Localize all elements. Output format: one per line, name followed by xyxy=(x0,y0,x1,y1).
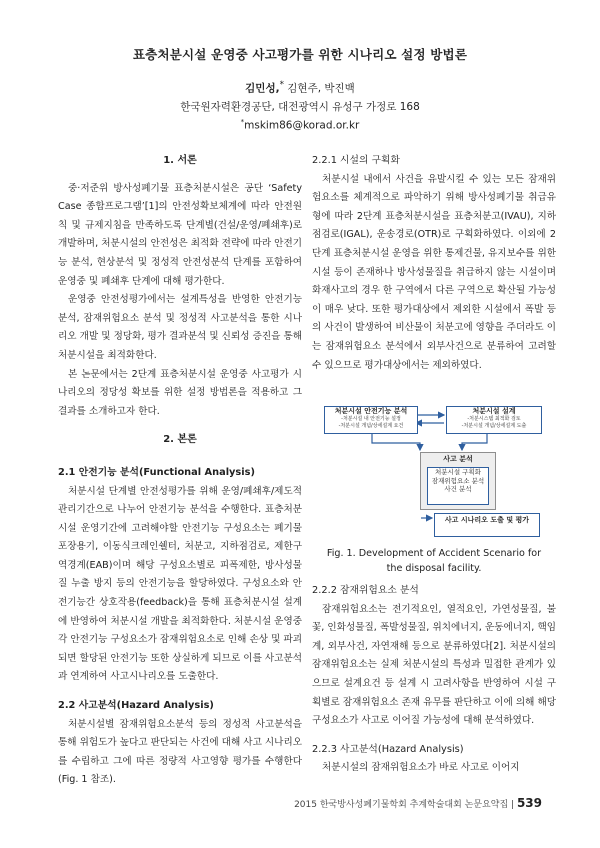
caption-line-2: the disposal facility. xyxy=(386,563,482,574)
box-accident-analysis xyxy=(420,452,496,510)
paper-title: 표층처분시설 운영중 사고평가를 위한 시나리오 설정 방법론 xyxy=(132,47,468,62)
section-2-heading: 2. 본론 xyxy=(163,434,197,446)
subsection-2-2-1-heading: 2.2.1 시설의 구획화 xyxy=(312,155,400,166)
subsection-2-2-2-paragraph: 잠재위험요소는 전기적요인, 열적요인, 가연성물질, 불꽃, 인화성물질, 폭발성물질, 위치에너지, 운동에너지, 핵임계, 외부사건, 자연재해 등으로 분류하였다[2]. 처분시설의 잠재위험요소는 실제 처분시설의 특성과 밀접한 관계가 있으므로 설계요건 등 설계 시 고려사항을 반영하여 시설 구획별로 잠재위험요소 존재 유무를 판단하고 이에 의해 해당 구성요소가 사고로 이어질 가능성에 대해 분석하였다. xyxy=(312,603,556,727)
subsection-2-2-3-paragraph: 처분시설의 잠재위험요소가 바로 사고로 이어지 xyxy=(322,762,520,774)
authors xyxy=(0,80,600,96)
right-column-bottom xyxy=(312,582,556,778)
subsection-2-2-2-heading: 2.2.2 잠재위험요소 분석 xyxy=(312,585,419,596)
main-author-mark: * xyxy=(279,80,284,90)
right-column-top xyxy=(312,152,556,375)
box-safety-function-analysis xyxy=(324,406,418,434)
box-scenario-evaluation-title: 사고 시나리오 도출 및 평가 xyxy=(444,516,530,524)
email-address: mskim86@korad.or.kr xyxy=(244,119,360,132)
box-facility-design xyxy=(446,406,542,434)
box-safety-function-line-1: -처분시설 내 안전기능 설정 xyxy=(341,416,401,422)
figure-1 xyxy=(322,398,544,540)
subsection-2-2-1-paragraph: 처분시설 내에서 사건을 유발시킬 수 있는 모든 잠재위험요소를 체계적으로 파악하기 위해 방사성폐기물 취급유형에 따라 2단계 표층처분시설을 표층처분고(IVAU), 지하점검로(IGAL), 운송경로(OTR)로 구획화하였다. 이외에 2단계 표층처분시설 운영을 위한 통제건물, 유지보수를 위한 시설 등이 존재하나 방사성물질을 취급하지 않는 시설이며 화재사고의 경우 한 구역에서 다른 구역으로 확산될 가능성이 매우 낮다. 또한 평가대상에서 제외한 시설에서 폭발 등의 사건이 발생하여 비산물이 처분고에 영향을 주더라도 이는 잠재위험요소 분석에서 외부사건으로 분류하여 고려할 수 있으므로 평가대상에서는 제외하였다. xyxy=(312,173,556,371)
section-1-paragraph-2: 운영중 안전성평가에서는 설계특성을 반영한 안전기능 분석, 잠재위험요소 분석 및 정성적 사고분석을 통한 시나리오 개발 및 정당화, 평가 결과분석 및 신뢰성 증진을 통해 처분시설을 최적화한다. xyxy=(58,294,302,361)
section-1-paragraph-3: 본 논문에서는 2단계 표층처분시설 운영중 사고평가 시나리오의 정당성 확보를 위한 설정 방법론을 적용하고 그 결과를 소개하고자 한다. xyxy=(58,368,302,417)
footer-separator: | xyxy=(511,800,515,810)
step-hazard-analysis: 잠재위험요소 분석 xyxy=(431,476,485,485)
main-author: 김민성, xyxy=(245,82,280,95)
page-footer xyxy=(294,796,542,810)
subsection-2-1-paragraph: 처분시설 단계별 안전성평가를 위해 운영/폐쇄후/제도적관리기간으로 나누어 안전기능 분석을 수행한다. 표층처분시설 운영기간에 고려해야할 안전기능 구성요소는 폐기물포장용기, 이동식크레인쉘터, 처분고, 지하점검로, 제한구역경계(EAB)이며 해당 구성요소별로 피폭제한, 방사성물질 누출 방지 등의 안전기능을 할당하였다. 구성요소와 안전기능간 상호작용(feedback)을 통해 표층처분시설 설계에 반영하여 처분시설 개발을 최적화한다. 처분시설 운영중 각 안전기능 구성요소가 잠재위험요소로 인해 손상 및 파괴되면 할당된 안전기능 또한 상실하게 되므로 이를 사고분석과 연계하여 사고시나리오를 도출한다. xyxy=(58,485,302,683)
page-number: 539 xyxy=(516,796,542,810)
email-mark: * xyxy=(240,118,245,126)
footer-text: 2015 한국방사성폐기물학회 추계학술대회 논문요약집 xyxy=(294,800,509,810)
caption-line-1: Fig. 1. Development of Accident Scenario for xyxy=(326,548,542,559)
box-scenario-evaluation xyxy=(434,513,540,537)
affiliation: 한국원자력환경공단, 대전광역시 유성구 가정로 168 xyxy=(180,101,420,113)
box-facility-design-line-1: -처분시스템 최적화 검토 xyxy=(467,416,521,422)
subsection-2-1-heading: 2.1 안전기능 분석(Functional Analysis) xyxy=(58,466,255,478)
subsection-2-2-paragraph: 처분시설별 잠재위험요소분석 등의 정성적 사고분석을 통해 위험도가 높다고 판단되는 사건에 대해 사고 시나리오를 수립하고 그에 따른 정량적 사고영향 평가를 수행한다(Fig. 1 참조). xyxy=(58,718,302,786)
box-accident-analysis-steps xyxy=(427,467,489,505)
co-authors: 김현주, 박진백 xyxy=(283,82,355,95)
email xyxy=(0,118,600,132)
left-column xyxy=(58,152,302,790)
subsection-2-2-3-heading: 2.2.3 사고분석(Hazard Analysis) xyxy=(312,743,464,755)
step-compartmentalization: 처분시설 구획화 xyxy=(434,468,482,476)
section-1-heading: 1. 서론 xyxy=(163,155,197,166)
box-facility-design-title: 처분시설 설계 xyxy=(472,407,516,415)
section-1-paragraph-1: 중·저준위 방사성폐기물 표층처분시설은 공단 ‘Safety Case 종합프로그램’[1]의 안전성확보체계에 따라 안전원칙 및 규제지침을 만족하도록 단계별(건설/운영/폐쇄후)로 개발하며, 처분시설의 안전성은 최적화 전략에 따라 안전기능 분석, 현상분석 및 정성적 안전성분석 단계를 포함하여 운영중 및 폐쇄후 단계에 대해 평가한다. xyxy=(58,182,302,287)
box-safety-function-title: 처분시설 안전기능 분석 xyxy=(334,407,408,415)
box-safety-function-line-2: -처분시설 개념/상세설계 요건 xyxy=(338,422,404,429)
box-accident-analysis-title: 사고 분석 xyxy=(443,455,473,463)
box-facility-design-line-2: -처분시설 개념/상세설계 도출 xyxy=(461,422,527,429)
step-event-analysis: 사건 분석 xyxy=(444,485,472,493)
figure-1-caption xyxy=(312,546,556,576)
subsection-2-2-heading: 2.2 사고분석(Hazard Analysis) xyxy=(58,700,214,712)
